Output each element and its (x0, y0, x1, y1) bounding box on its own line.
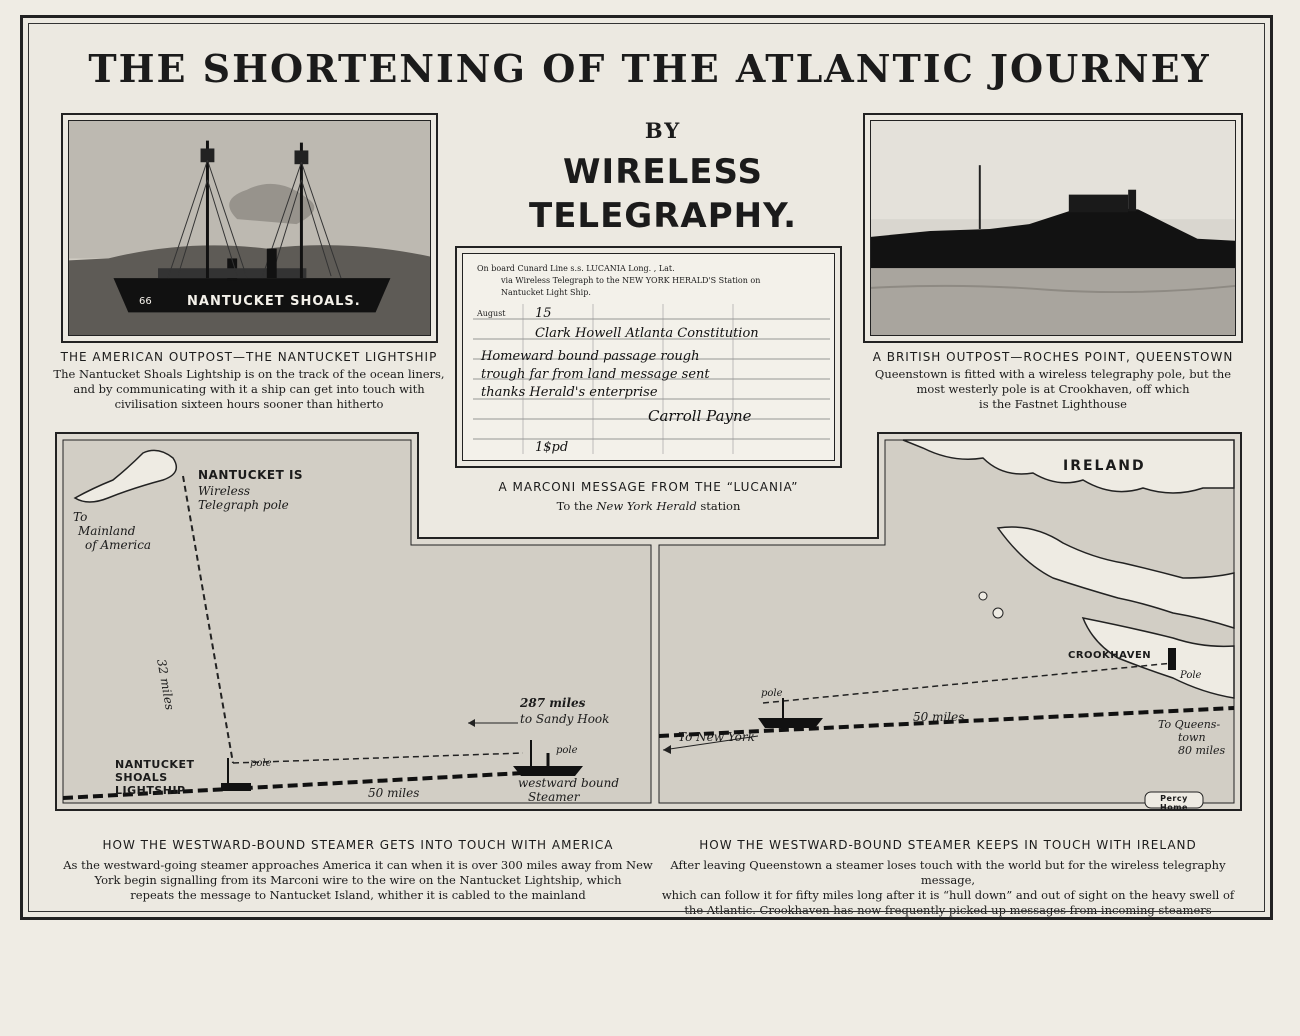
hand-line-3: thanks Herald's enterprise (481, 385, 658, 400)
label-to-new-york: To New York (678, 730, 755, 744)
label-nantucket-island: NANTUCKET IS (198, 468, 304, 482)
artist-signature: Percy Home (1160, 794, 1188, 812)
left-map-caption (63, 858, 653, 903)
label-mainland-3: of America (85, 538, 152, 552)
label-pole-lightship: pole (250, 758, 272, 769)
roches-point-photo-frame (863, 113, 1243, 343)
lightship-caption-line: The Nantucket Shoals Lightship is on the track of the ocean liners, (53, 367, 445, 381)
marconi-heading-quote: “LUCANIA” (726, 480, 799, 494)
label-50-miles-left: 50 miles (368, 786, 420, 800)
label-mainland-2: Mainland (78, 524, 136, 538)
label-steamer-2: Steamer (528, 790, 580, 804)
left-map-heading: HOW THE WESTWARD-BOUND STEAMER GETS INTO TOUCH WITH AMERICA (102, 838, 614, 852)
label-lightship-line: SHOALS (115, 771, 168, 784)
ship-name: NANTUCKET SHOALS. (187, 294, 361, 309)
hand-recipient: Clark Howell Atlanta Constitution (535, 326, 759, 341)
form-ruling (463, 254, 835, 461)
subtitle (443, 150, 883, 238)
page-title: THE SHORTENING OF THE ATLANTIC JOURNEY (88, 46, 1211, 91)
marconi-caption-text: To the (556, 499, 597, 513)
label-pole-crookhaven: Pole (1180, 670, 1202, 681)
maps-frame (23, 18, 1276, 923)
label-pole-ship-right: pole (761, 688, 783, 699)
marconi-message (462, 253, 835, 461)
roches-point-caption-line: Queenstown is fitted with a wireless telegraphy pole, but the (874, 367, 1232, 381)
roches-point-photo (870, 120, 1236, 336)
label-lightship-line: NANTUCKET (115, 758, 195, 771)
form-label-date: August (477, 309, 506, 318)
lightship-caption-line: and by communicating with it a ship can get into touch with (73, 382, 425, 396)
hand-date: 15 (535, 306, 552, 321)
label-mainland-1: To (73, 510, 88, 524)
lightship-photo-frame (61, 113, 438, 343)
subtitle-line-2: TELEGRAPHY. (529, 196, 797, 236)
label-50-miles-right: 50 miles (913, 710, 965, 724)
hand-line-1: Homeward bound passage rough (481, 349, 700, 364)
left-map-caption-line: As the westward-going steamer approaches America it can when it is over 300 miles away from New (63, 858, 653, 872)
label-queenstown-line: 80 miles (1178, 744, 1226, 757)
lightship-heading: THE AMERICAN OUTPOST—THE NANTUCKET LIGHTSHIP (60, 350, 438, 364)
left-map-caption-line: repeats the message to Nantucket Island, whither it is cabled to the mainland (130, 888, 586, 902)
hand-signature: Carroll Payne (648, 407, 752, 425)
label-sandy-hook: to Sandy Hook (520, 712, 610, 726)
label-queenstown (1158, 718, 1225, 757)
right-map-caption-line: the Atlantic. Crookhaven has now frequently picked up messages from incoming steamers (684, 903, 1212, 917)
right-map-caption (653, 858, 1243, 918)
label-crookhaven: CROOKHAVEN (1068, 650, 1152, 661)
right-map-caption-line: which can follow it for fifty miles long after it is “hull down” and out of sight on the heavy swell of (661, 888, 1235, 902)
label-distance-32: 32 miles (154, 658, 177, 712)
label-pole-steamer: pole (556, 745, 578, 756)
marconi-caption (443, 499, 854, 514)
right-map-caption-line: After leaving Queenstown a steamer loses touch with the world but for the wireless telegraphy message, (670, 858, 1226, 887)
roches-point-caption-line: is the Fastnet Lighthouse (979, 397, 1127, 411)
right-map-heading: HOW THE WESTWARD-BOUND STEAMER KEEPS IN TOUCH WITH IRELAND (699, 838, 1197, 852)
label-sandy-hook-miles: 287 miles (520, 696, 586, 710)
label-queenstown-line: town (1178, 731, 1206, 744)
marconi-caption-text: station (696, 499, 741, 513)
form-line-2: via Wireless Telegraph to the NEW YORK HERALD'S Station on (501, 276, 761, 285)
label-lightship-line: LIGHTSHIP (115, 784, 186, 797)
left-map-caption-line: York begin signalling from its Marconi wire to the wire on the Nantucket Lightship, which (94, 873, 622, 887)
form-line-1: On board Cunard Line s.s. LUCANIA Long. , Lat. (477, 264, 675, 273)
roches-point-heading: A BRITISH OUTPOST—ROCHES POINT, QUEENSTOWN (872, 350, 1234, 364)
lightship-caption (53, 367, 445, 412)
lightship-photo (68, 120, 431, 336)
label-steamer-1: westward bound (518, 776, 620, 790)
roches-point-caption (853, 367, 1253, 412)
marconi-heading-text: A MARCONI MESSAGE FROM THE (498, 480, 727, 494)
marconi-heading (443, 480, 854, 494)
marconi-caption-italic: New York Herald (596, 499, 697, 513)
roches-point-caption-line: most westerly pole is at Crookhaven, off which (916, 382, 1190, 396)
subtitle-line-1: WIRELESS (563, 152, 763, 192)
hand-line-2: trough far from land message sent (481, 367, 710, 382)
title-by: BY (644, 118, 682, 143)
lightship-illustration (69, 121, 430, 335)
label-queenstown-line: To Queens- (1158, 718, 1221, 731)
roches-point-illustration (871, 121, 1235, 335)
label-wireless-pole: Wireless Telegraph pole (198, 484, 289, 512)
marconi-message-frame (455, 246, 842, 468)
lightship-caption-line: civilisation sixteen hours sooner than hitherto (114, 397, 384, 411)
label-lightship (115, 758, 194, 797)
form-line-3: Nantucket Light Ship. (501, 288, 591, 297)
hand-cost: 1$pd (535, 440, 569, 455)
label-ireland: IRELAND (1063, 458, 1146, 474)
magazine-page (20, 15, 1273, 920)
ship-number: 66 (139, 296, 152, 307)
